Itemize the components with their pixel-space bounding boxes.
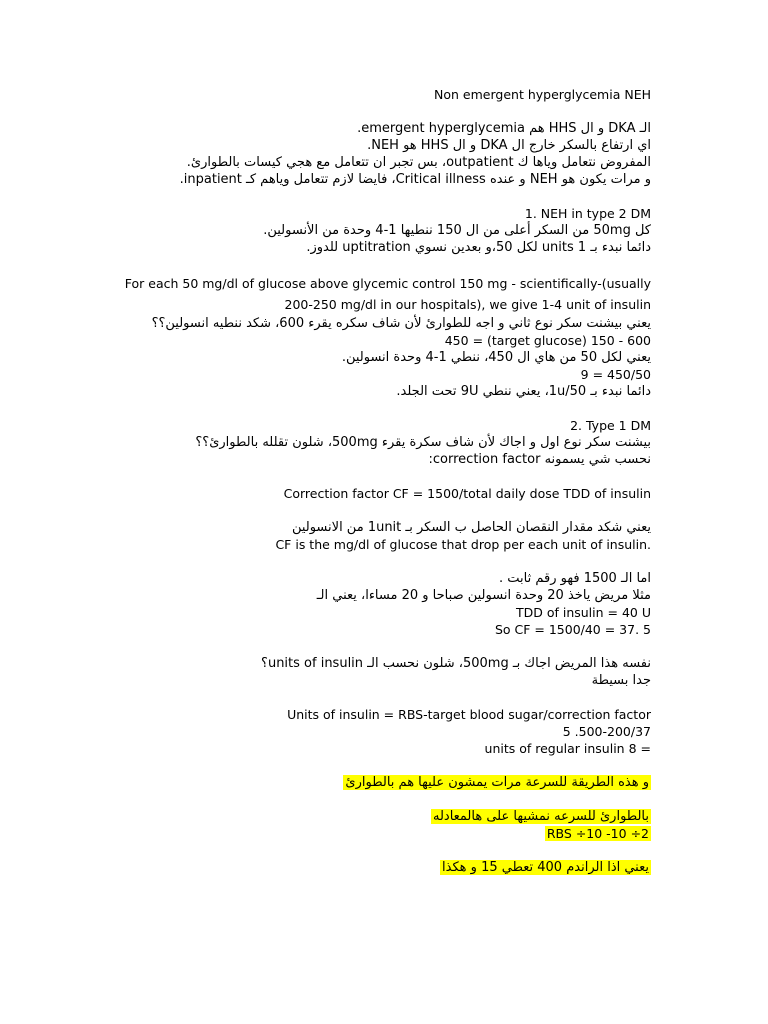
intro-line-2: اي ارتفاع بالسكر خارج ال DKA و ال HHS هو NEH. bbox=[367, 138, 651, 153]
paragraph-gap bbox=[110, 791, 651, 808]
paragraph-gap bbox=[110, 689, 651, 706]
document-body bbox=[110, 86, 651, 876]
intro-line-1: الـ DKA و ال HHS هم emergent hyperglycemia. bbox=[357, 121, 651, 136]
type2-example-subtraction: 600 - 150 (target glucose) = 450 bbox=[444, 333, 651, 348]
type2-heading: 1. NEH in type 2 DM bbox=[524, 206, 651, 221]
document-title: Non emergent hyperglycemia NEH bbox=[434, 87, 651, 102]
type2-example-dose: دائما نبدء بـ 1u/50، يعني ننطي 9U تحت الجلد. bbox=[396, 384, 651, 399]
type1-heading: 2. Type 1 DM bbox=[570, 418, 651, 433]
type2-example-division: 450/50 = 9 bbox=[580, 367, 651, 382]
highlighted-formula bbox=[110, 825, 651, 842]
type2-example-question: يعني بيشنت سكر نوع ثاني و اجه للطوارئ لأن شاف سكره يقرء 600، شكد ننطيه انسولين؟؟ bbox=[151, 316, 651, 331]
paragraph-gap bbox=[110, 400, 651, 417]
units-formula: Units of insulin = RBS-target blood sugar/correction factor bbox=[287, 707, 651, 722]
cf-meaning-english: CF is the mg/dl of glucose that drop per each unit of insulin. bbox=[275, 537, 651, 552]
highlighted-text: و هذه الطريقة للسرعة مرات يمشون عليها هم بالطوارئ bbox=[345, 775, 649, 790]
units-calculation: 500-200/37. 5 bbox=[562, 724, 651, 739]
cf-formula: Correction factor CF = 1500/total daily dose TDD of insulin bbox=[283, 486, 651, 501]
intro-line-3: المفروض نتعامل وياها ك outpatient، بس تجبر ان تتعامل مع هجي كيسات بالطوارئ. bbox=[186, 155, 651, 170]
paragraph-gap bbox=[110, 502, 651, 519]
paragraph-gap bbox=[110, 638, 651, 655]
units-simple-note: جدا بسيطة bbox=[591, 673, 651, 688]
paragraph-gap bbox=[110, 103, 651, 120]
paragraph-gap bbox=[110, 842, 651, 859]
type1-correction-intro: نحسب شي يسمونه correction factor: bbox=[428, 452, 651, 467]
type2-line-1: كل 50mg من السكر أعلى من ال 150 ننطيها 1-4 وحدة من الأنسولين. bbox=[263, 223, 651, 238]
intro-line-4: و مرات يكون هو NEH و عنده Critical illness، فايضا لازم تتعامل وياهم كـ inpatient. bbox=[179, 172, 651, 187]
highlighted-text: RBS ÷10 -10 ÷2 bbox=[546, 826, 649, 841]
paragraph-gap bbox=[110, 188, 651, 205]
type2-example-explanation: يعني لكل 50 من هاي ال 450، ننطي 1-4 وحدة انسولين. bbox=[341, 350, 651, 365]
paragraph-gap bbox=[110, 757, 651, 774]
units-question: نفسه هذا المريض اجاك بـ 500mg، شلون نحسب الـ units of insulin؟ bbox=[261, 656, 651, 671]
units-result: = 8 units of regular insulin bbox=[484, 741, 651, 756]
highlighted-note-1 bbox=[110, 774, 651, 791]
cf-example-result: So CF = 1500/40 = 37. 5 bbox=[494, 622, 651, 637]
cf-example-tdd: TDD of insulin = 40 U bbox=[515, 605, 651, 620]
cf-example-patient: مثلا مريض ياخذ 20 وحدة انسولين صباحا و 20 مساءا، يعني الـ bbox=[316, 588, 651, 603]
paragraph-gap bbox=[110, 553, 651, 570]
highlighted-text: بالطوارئ للسرعه نمشيها على هالمعادله bbox=[432, 809, 649, 824]
cf-meaning-arabic: يعني شكد مقدار النقصان الحاصل ب السكر بـ 1unit من الانسولين bbox=[291, 520, 651, 535]
type2-line-2: دائما نبدء بـ 1 units لكل 50،و بعدين نسوي uptitration للدوز. bbox=[306, 240, 651, 255]
type1-question: بيشنت سكر نوع اول و اجاك لأن شاف سكرة يقرء 500mg، شلون تقلله بالطوارئ؟؟ bbox=[195, 435, 651, 450]
highlighted-example bbox=[110, 859, 651, 876]
type2-english-rule: For each 50 mg/dl of glucose above glycemic control 150 mg - scientifically-(usually 200-250 mg/dl in our hospitals), we give 1-4 unit of insulin bbox=[124, 276, 651, 312]
cf-constant-note: اما الـ 1500 فهو رقم ثابت . bbox=[499, 571, 651, 586]
paragraph-gap bbox=[110, 468, 651, 485]
highlighted-text: يعني اذا الراندم 400 تعطي 15 و هكذا bbox=[442, 860, 649, 875]
highlighted-note-2 bbox=[110, 808, 651, 825]
paragraph-gap bbox=[110, 256, 651, 273]
